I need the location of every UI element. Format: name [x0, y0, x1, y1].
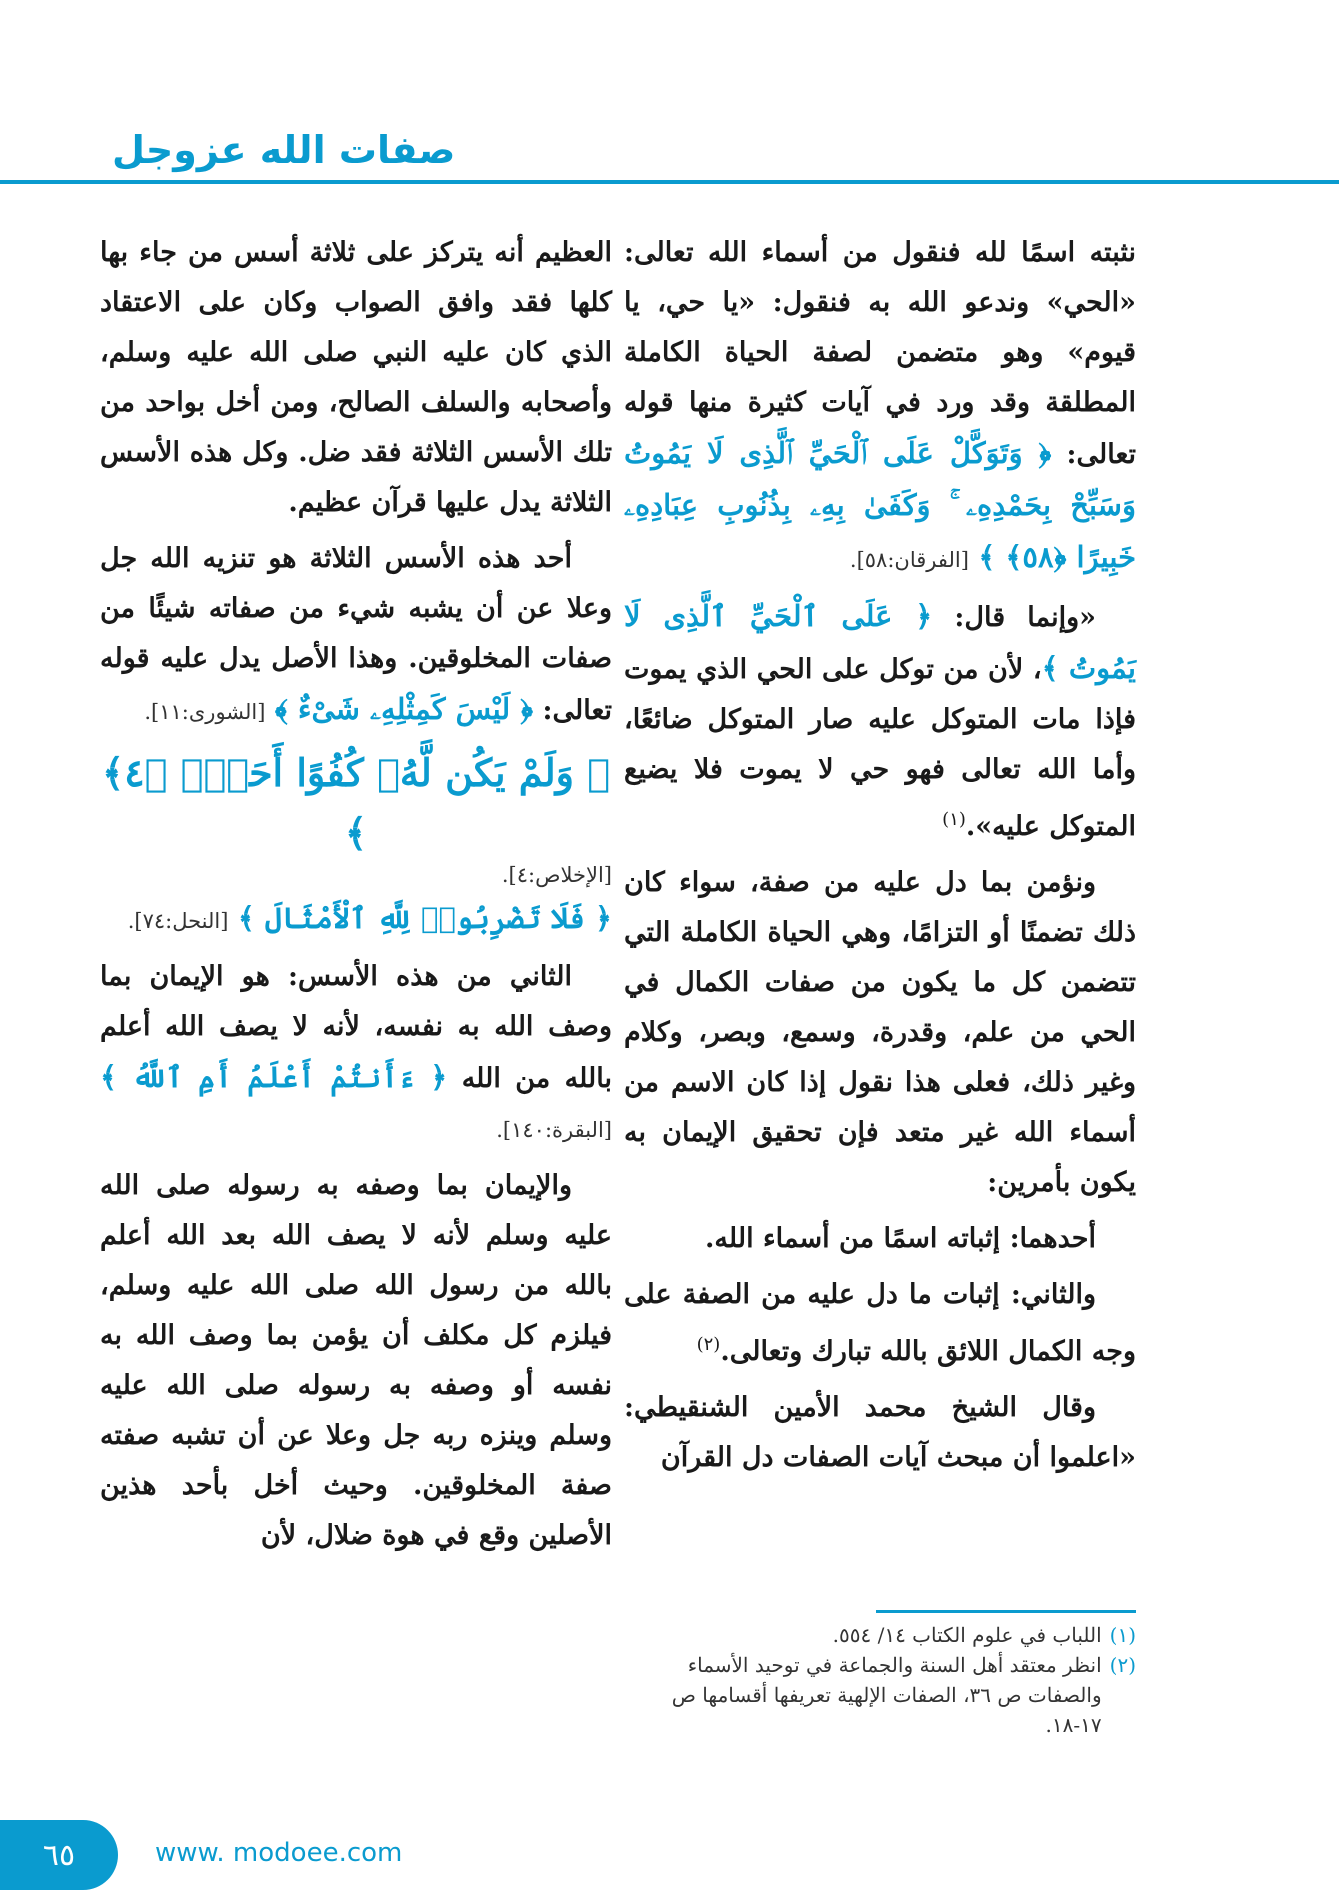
paragraph-text: نثبته اسمًا لله فنقول من أسماء الله تعالى: «الحي» وندعو الله به فنقول: «يا حي، يا قيوم» وهو متضمن لصفة الحياة الكاملة المطلقة وقد ورد في آيات كثيرة منها قوله تعالى: — [624, 237, 1136, 470]
paragraph-text: «وإنما قال: — [954, 602, 1096, 633]
paragraph — [100, 952, 612, 1155]
paragraph — [624, 1270, 1136, 1377]
paragraph-text: الثاني من هذه الأسس: هو الإيمان بما وصف الله به نفسه، لأنه لا يصف الله أعلم بالله من الله — [100, 961, 612, 1094]
quran-verse: ﴿ وَتَوَكَّلْ عَلَى ٱلْحَيِّ ٱلَّذِى لَا يَمُوتُ وَسَبِّحْ بِحَمْدِهِۦ ۚ وَكَفَىٰ بِهِۦ بِذُنُوبِ عِبَادِهِۦ خَبِيرًا ﴿٥٨﴾ ﴾ — [624, 436, 1136, 574]
page-number: ٦٥ — [42, 1837, 76, 1873]
page-number-tab — [0, 1820, 118, 1890]
footnote — [624, 1620, 1136, 1650]
verse-reference: [الإخلاص:٤]. — [501, 863, 612, 887]
footnotes — [624, 1620, 1136, 1740]
verse-reference: [البقرة:١٤٠]. — [496, 1118, 612, 1142]
footnote — [624, 1650, 1136, 1740]
paragraph: وقال الشيخ محمد الأمين الشنقيطي: «اعلموا أن مبحث آيات الصفات دل القرآن — [624, 1392, 1136, 1473]
paragraph — [100, 893, 612, 946]
paragraph: العظيم أنه يتركز على ثلاثة أسس من جاء بها كلها فقد وافق الصواب وكان على الاعتقاد الذي كان عليه النبي صلى الله عليه وسلم، وأصحابه والسلف الصالح، ومن أخل بواحد من تلك الأسس الثلاثة فقد ضل. وكل هذه الأسس الثلاثة يدل عليها قرآن عظيم. — [100, 237, 612, 518]
quran-verse: ﴿ ءَأَنتُمْ أَعْلَمُ أَمِ ٱللَّهُ ﴾ — [100, 1060, 448, 1094]
quran-verse: ﴿ لَيْسَ كَمِثْلِهِۦ شَىْءٌ ﴾ — [274, 692, 534, 726]
website-link[interactable]: www. modoee.com — [155, 1838, 403, 1868]
footnote-marker[interactable]: (٢) — [696, 1334, 721, 1355]
paragraph: أحدهما: إثباته اسمًا من أسماء الله. — [705, 1223, 1096, 1254]
verse-reference: [الشورى:١١]. — [144, 700, 266, 724]
footnote-text: اللباب في علوم الكتاب ١٤/ ٥٥٤. — [832, 1623, 1102, 1647]
footnote-number: (٢) — [1109, 1653, 1136, 1677]
quran-verse: ﴿ عَلَى ٱلْحَيِّ ٱلَّذِى لَا يَمُوتُ ﴾ — [624, 599, 1136, 685]
quran-verse: ﴿ فَلَا تَضْرِبُوا۟ لِلَّهِ ٱلْأَمْثَالَ ﴾ — [237, 901, 612, 935]
paragraph — [624, 591, 1136, 852]
right-column — [624, 228, 1136, 1489]
paragraph-text: والثاني: إثبات ما دل عليه من الصفة على وجه الكمال اللائق بالله تبارك وتعالى. — [624, 1279, 1136, 1367]
verse-reference: [الفرقان:٥٨]. — [849, 548, 969, 572]
footnote-marker[interactable]: (١) — [942, 809, 966, 830]
paragraph-text: أحد هذه الأسس الثلاثة هو تنزيه الله جل وعلا عن أن يشبه شيء من صفاته شيئًا من صفات المخلوقين. وهذا الأصل يدل عليه قوله تعالى: — [100, 543, 612, 726]
quran-verse-centered: ﴿ وَلَمْ يَكُن لَّهُۥ كُفُوًا أَحَدٌۢ ﴿٤﴾ ﴾ — [101, 750, 611, 855]
paragraph: والإيمان بما وصفه به رسوله صلى الله عليه وسلم لأنه لا يصف الله بعد الله أعلم بالله من رسول الله صلى الله عليه وسلم، فيلزم كل مكلف أن يؤمن بما وصف الله به نفسه أو وصفه به رسوله صلى الله عليه وسلم وينزه ربه جل وعلا عن أن تشبه صفته صفة المخلوقين. وحيث أخل بأحد هذين الأصلين وقع في هوة ضلال، لأن — [100, 1170, 612, 1551]
header-divider — [0, 180, 1339, 184]
paragraph — [100, 534, 612, 737]
footnote-text: انظر معتقد أهل السنة والجماعة في توحيد الأسماء والصفات ص ٣٦، الصفات الإلهية تعريفها أقسامها ص ١٧-١٨. — [671, 1653, 1102, 1737]
left-column — [100, 228, 612, 1567]
paragraph: ونؤمن بما دل عليه من صفة، سواء كان ذلك تضمنًا أو التزامًا، وهي الحياة الكاملة التي تتضمن كل ما يكون من صفات الكمال في الحي من علم، وقدرة، وسمع، وبصر، وكلام وغير ذلك، فعلى هذا نقول إذا كان الاسم من أسماء الله غير متعد فإن تحقيق الإيمان به يكون بأمرين: — [624, 867, 1136, 1198]
footnote-number: (١) — [1109, 1623, 1136, 1647]
footnote-divider — [876, 1610, 1136, 1613]
verse-reference: [النحل:٧٤]. — [127, 909, 229, 933]
paragraph-text: ، لأن من توكل على الحي الذي يموت فإذا مات المتوكل عليه صار المتوكل ضائعًا، وأما الله تعالى فهو حي لا يموت فلا يضيع المتوكل عليه». — [624, 654, 1136, 842]
paragraph — [624, 228, 1136, 585]
page-header-title: صفات الله عزوجل — [112, 128, 456, 172]
